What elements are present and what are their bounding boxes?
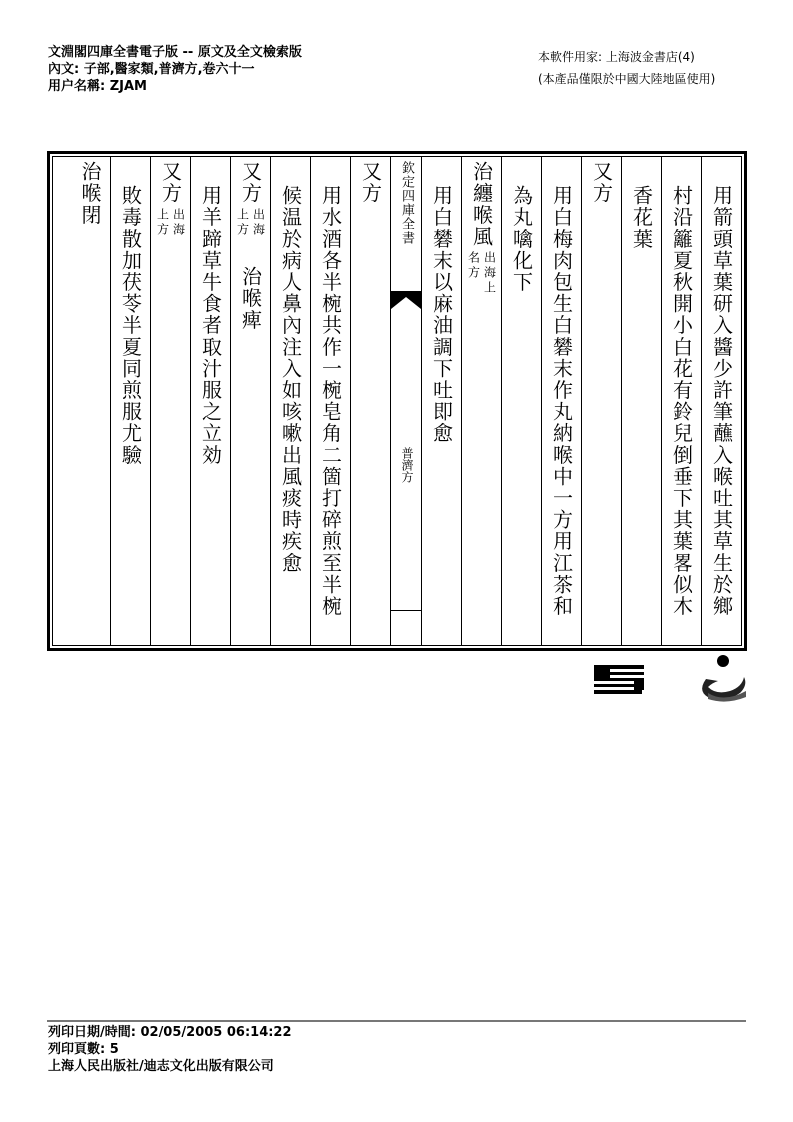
column-text: 為丸噙化下 <box>509 185 534 293</box>
column-text: 治纏喉風 <box>469 161 494 248</box>
book-title: 欽定四庫全書 <box>399 161 414 245</box>
column-text: 用白梅肉包生白礬末作丸納喉中一方用江茶和 <box>549 185 574 617</box>
annotation-line: 上方 <box>155 208 170 239</box>
column-text: 用箭頭草葉研入醬少許筆蘸入喉吐其草生於鄉 <box>709 185 734 617</box>
column-text: 又方 <box>238 161 263 205</box>
center-rule <box>391 610 421 611</box>
text-column <box>421 157 461 645</box>
annotation-line: 出海上 <box>482 251 497 297</box>
text-column <box>581 157 621 645</box>
publisher: 上海人民出版社/迪志文化出版有限公司 <box>48 1059 274 1074</box>
publisher-logo <box>590 655 750 709</box>
text-column <box>230 157 270 645</box>
source-annotation <box>155 208 187 238</box>
text-column <box>701 157 741 645</box>
column-text: 候温於病人鼻內注入如咳嗽出風痰時疾愈 <box>278 185 303 574</box>
text-column <box>501 157 541 645</box>
header-left <box>48 44 302 95</box>
annotation-line: 出海 <box>251 208 266 239</box>
footer-divider <box>47 1020 746 1022</box>
text-column <box>270 157 310 645</box>
text-column <box>461 157 501 645</box>
text-column <box>70 157 110 645</box>
column-text: 用羊蹄草牛食者取汁服之立効 <box>198 185 223 466</box>
annotation-line: 上方 <box>235 208 250 239</box>
column-text: 村沿籬夏秋開小白花有鈴兒倒垂下其葉畧似木 <box>669 185 694 617</box>
column-heading: 治喉痺 <box>238 266 263 332</box>
annotation-line: 出海 <box>171 208 186 239</box>
source-annotation <box>235 208 267 238</box>
text-column <box>350 157 390 645</box>
column-text: 香花葉 <box>629 185 654 250</box>
column-text: 用白礬末以麻油調下吐即愈 <box>429 185 454 445</box>
text-columns <box>52 156 742 646</box>
footer <box>48 1024 292 1075</box>
usage-restriction: (本產品僅限於中國大陸地區使用) <box>538 72 716 86</box>
logo-icon <box>590 655 750 705</box>
text-frame <box>47 151 747 651</box>
column-text: 用水酒各半椀共作一椀皂角二箇打碎煎至半椀 <box>318 185 343 617</box>
content-path: 內文: 子部,醫家類,普濟方,卷六十一 <box>48 62 255 77</box>
work-title: 普濟方 <box>400 447 414 483</box>
print-time: 列印日期/時間: 02/05/2005 06:14:22 <box>48 1025 292 1040</box>
fishtail-mark-icon <box>391 291 421 309</box>
text-column <box>150 157 190 645</box>
app-title: 文淵閣四庫全書電子版 -- 原文及全文檢索版 <box>48 45 302 60</box>
column-text: 又方 <box>358 161 383 205</box>
text-column <box>310 157 350 645</box>
text-column <box>190 157 230 645</box>
user-name: 用户名稱: ZJAM <box>48 79 147 94</box>
center-column <box>390 157 421 645</box>
column-text: 治喉閉 <box>78 161 102 226</box>
licensee: 本軟件用家: 上海波金書店(4) <box>538 50 695 64</box>
column-text: 又方 <box>158 161 183 205</box>
text-column <box>541 157 581 645</box>
text-column <box>661 157 701 645</box>
text-column <box>621 157 661 645</box>
column-text: 又方 <box>589 161 614 205</box>
text-column <box>110 157 150 645</box>
source-annotation <box>466 251 498 296</box>
column-text: 敗毒散加茯苓半夏同煎服尤驗 <box>118 185 143 466</box>
header-right <box>538 46 715 90</box>
page-count: 列印頁數: 5 <box>48 1042 119 1057</box>
annotation-line: 名方 <box>466 251 481 282</box>
